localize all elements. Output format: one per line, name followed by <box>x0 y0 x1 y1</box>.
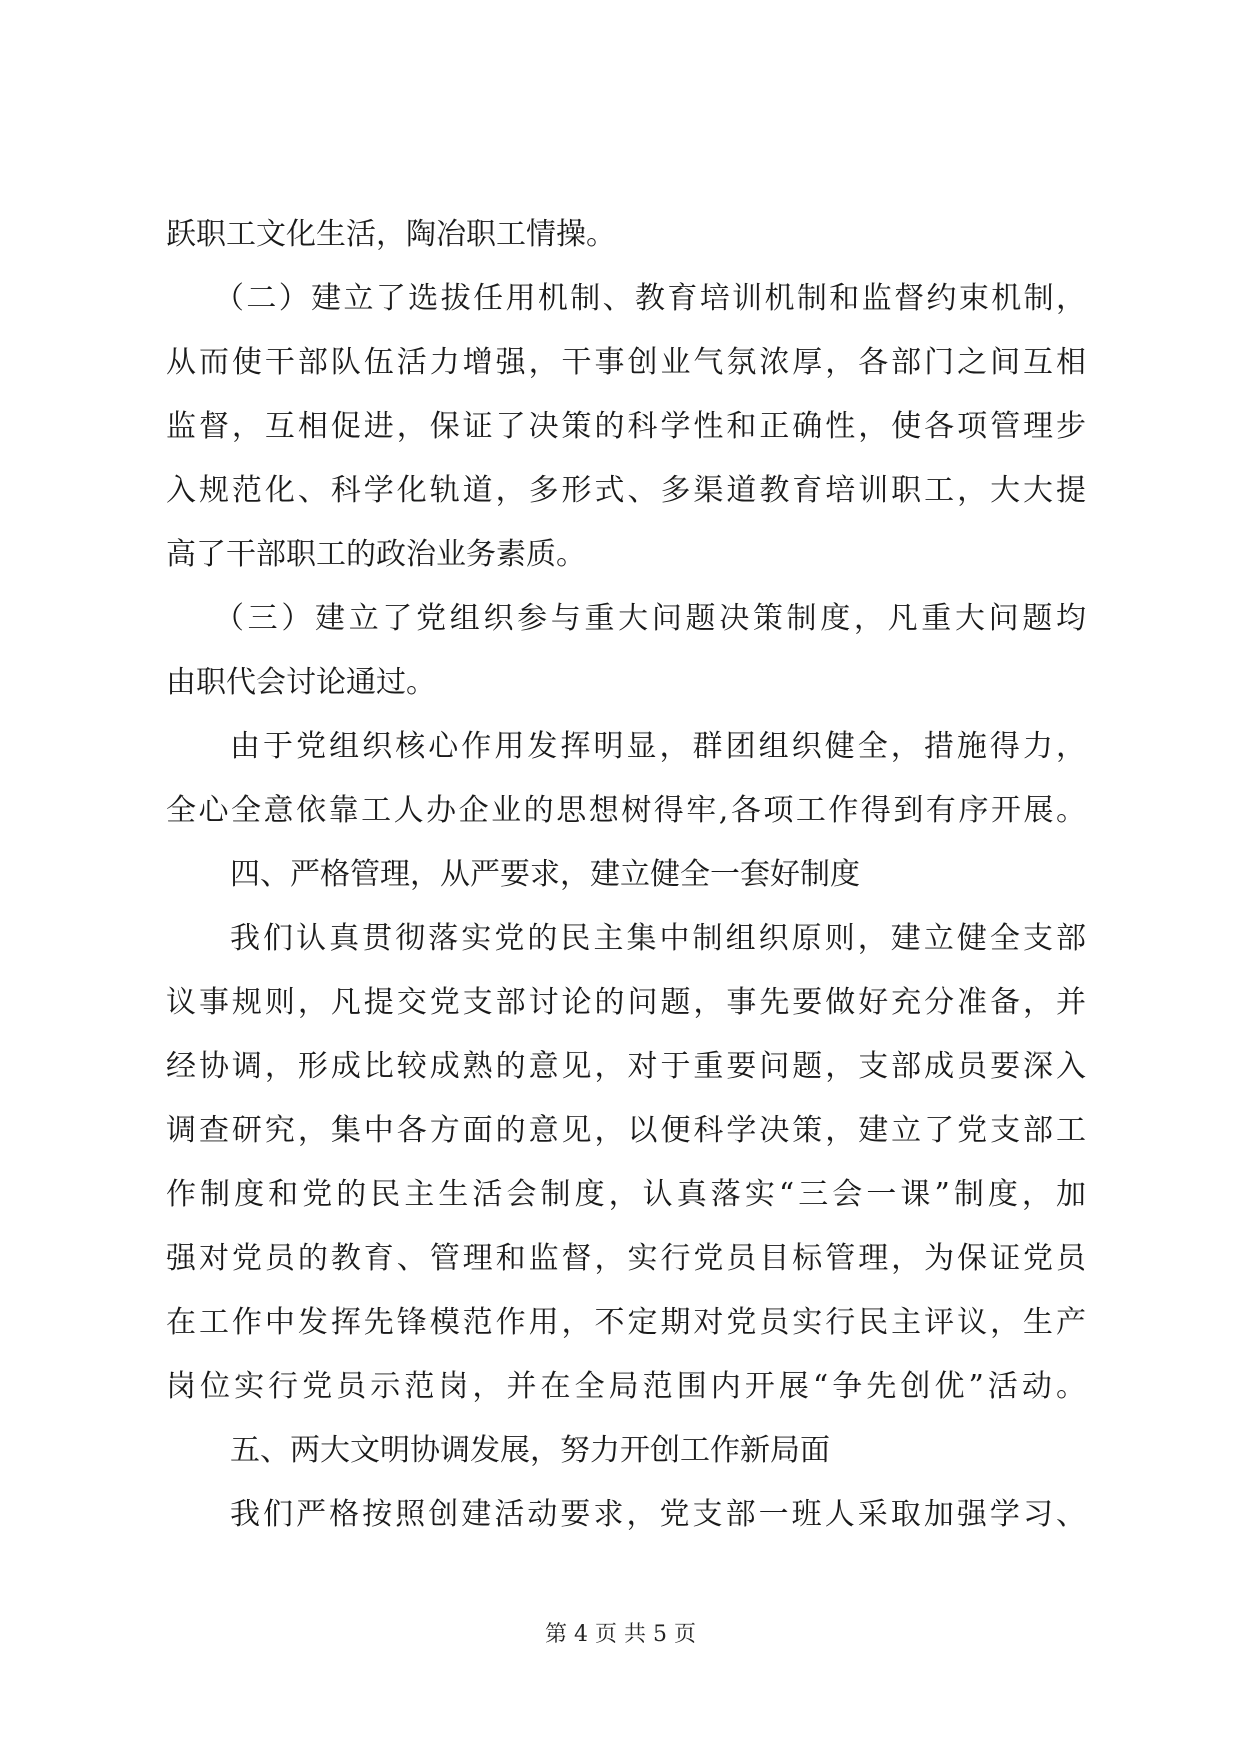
paragraph-line: 入规范化、科学化轨道，多形式、多渠道教育培训职工，大大提 <box>166 473 1086 508</box>
paragraph-line: 由职代会讨论通过。 <box>166 665 436 700</box>
paragraph-line: 我们严格按照创建活动要求，党支部一班人采取加强学习、 <box>230 1497 1086 1532</box>
paragraph-line: 议事规则，凡提交党支部讨论的问题，事先要做好充分准备，并 <box>166 985 1086 1020</box>
paragraph-line: 岗位实行党员示范岗，并在全局范围内开展“争先创优”活动。 <box>166 1369 1086 1404</box>
paragraph-line: 强对党员的教育、管理和监督，实行党员目标管理，为保证党员 <box>166 1241 1086 1276</box>
paragraph-line: （二）建立了选拔任用机制、教育培训机制和监督约束机制， <box>214 281 1086 316</box>
document-body <box>166 203 1086 1547</box>
paragraph-line: 高了干部职工的政治业务素质。 <box>166 537 586 572</box>
paragraph-line: 经协调，形成比较成熟的意见，对于重要问题，支部成员要深入 <box>166 1049 1086 1084</box>
paragraph-line: 由于党组织核心作用发挥明显，群团组织健全，措施得力， <box>230 729 1086 764</box>
paragraph-line: 作制度和党的民主生活会制度，认真落实“三会一课”制度，加 <box>166 1177 1086 1212</box>
section-heading: 五、两大文明协调发展，努力开创工作新局面 <box>230 1433 830 1468</box>
paragraph-line: 从而使干部队伍活力增强，干事创业气氛浓厚，各部门之间互相 <box>166 345 1086 380</box>
paragraph-line: 全心全意依靠工人办企业的思想树得牢,各项工作得到有序开展。 <box>166 793 1086 828</box>
paragraph-line: 监督，互相促进，保证了决策的科学性和正确性，使各项管理步 <box>166 409 1086 444</box>
page-number-footer: 第 4 页 共 5 页 <box>545 1622 696 1647</box>
paragraph-line: （三）建立了党组织参与重大问题决策制度，凡重大问题均 <box>214 601 1086 636</box>
paragraph-line: 调查研究，集中各方面的意见，以便科学决策，建立了党支部工 <box>166 1113 1086 1148</box>
section-heading: 四、严格管理，从严要求，建立健全一套好制度 <box>230 857 860 892</box>
paragraph-line: 在工作中发挥先锋模范作用，不定期对党员实行民主评议，生产 <box>166 1305 1086 1340</box>
paragraph-line: 我们认真贯彻落实党的民主集中制组织原则，建立健全支部 <box>230 921 1086 956</box>
paragraph-line: 跃职工文化生活，陶冶职工情操。 <box>166 217 616 252</box>
